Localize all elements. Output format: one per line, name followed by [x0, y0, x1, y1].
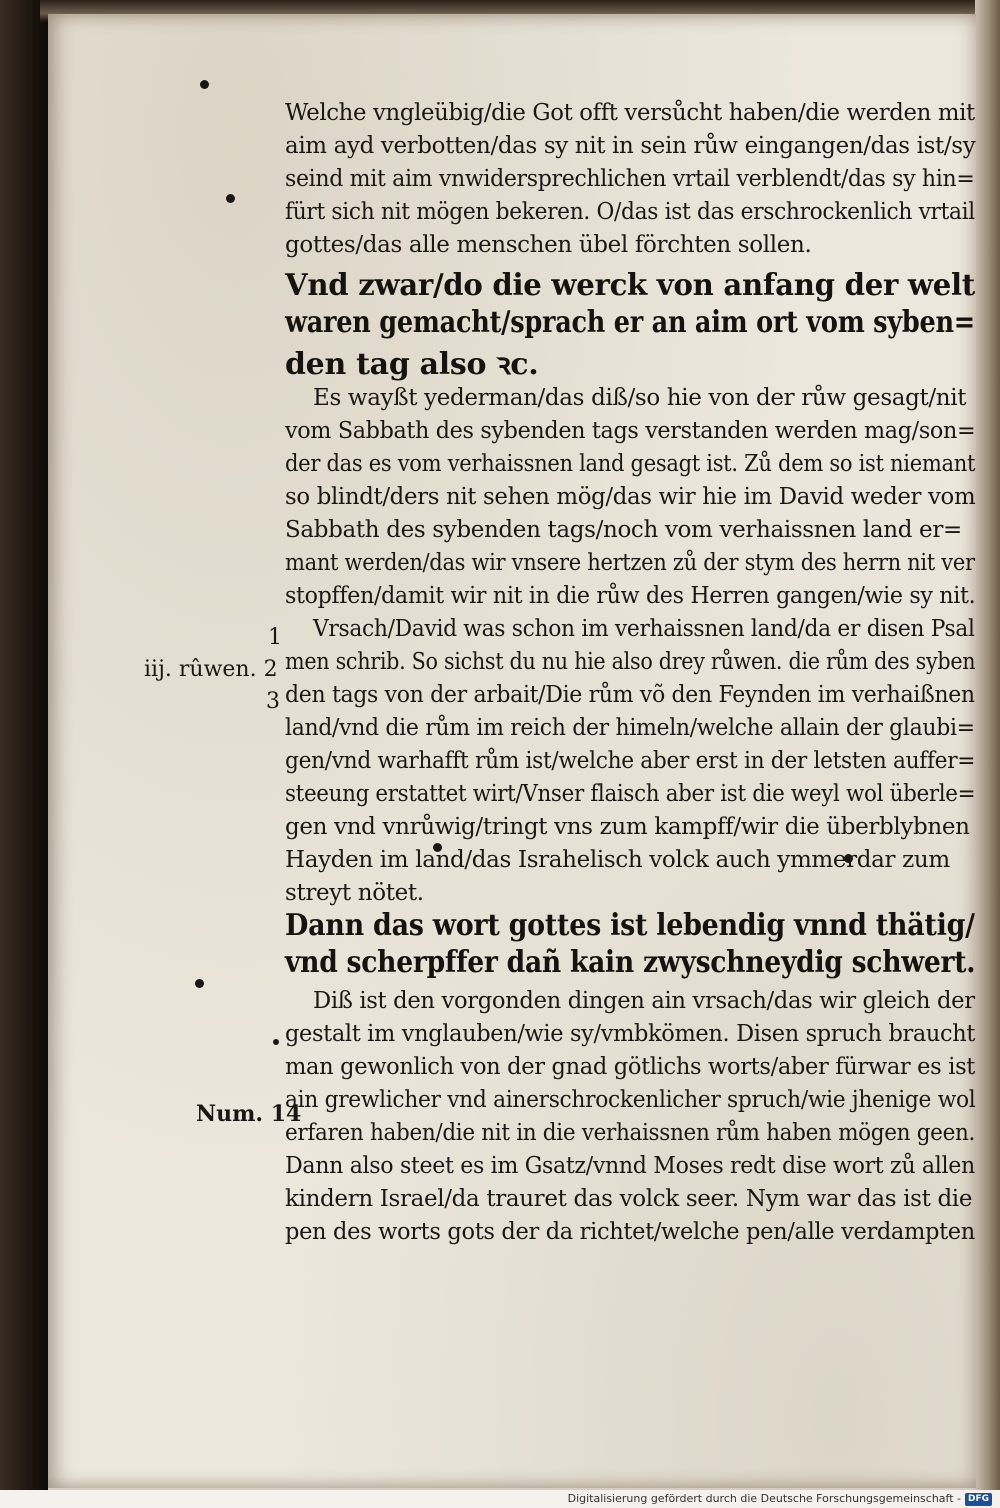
- text-line: gen vnd vnrůwig/tringt vns zum kampff/wir die überblybnen: [285, 814, 970, 840]
- margin-note-rest: iij. rûwen. 2: [144, 657, 278, 682]
- text-line: Dann also steet es im Gsatz/vnnd Moses redt dise wort zů allen: [285, 1153, 975, 1179]
- text-line: gestalt im vnglauben/wie sy/vmbkömen. Disen spruch braucht: [285, 1021, 976, 1047]
- text-line: fürt sich nit mögen bekeren. O/das ist das erschrockenlich vrtail: [285, 199, 975, 225]
- section-heading: Dann das wort gottes ist lebendig vnnd thätig/: [285, 908, 975, 943]
- dfg-logo: DFG: [965, 1493, 992, 1506]
- text-line: aim ayd verbotten/das sy nit in sein růw eingangen/das ist/sy: [285, 133, 976, 159]
- text-line: Hayden im land/das Israhelisch volck auch ymmerdar zum: [285, 847, 950, 873]
- text-line: man gewonlich von der gnad götlichs worts/aber fürwar es ist: [285, 1054, 976, 1080]
- text-line: Diß ist den vorgonden dingen ain vrsach/das wir gleich der: [313, 988, 975, 1014]
- text-line: mant werden/das wir vnsere hertzen zů der stym des herrn nit ver: [285, 550, 975, 576]
- text-line: streyt nötet.: [285, 880, 424, 906]
- footer-bar: [0, 1490, 1000, 1508]
- text-line: Sabbath des sybenden tags/noch vom verhaissnen land er=: [285, 517, 962, 543]
- funding-credit-text: Digitalisierung gefördert durch die Deutsche Forschungsgemeinschaft -: [567, 1492, 961, 1505]
- text-line: men schrib. So sichst du nu hie also drey růwen. die rům des syben: [285, 649, 976, 675]
- margin-reference: Num. 14: [196, 1101, 302, 1127]
- text-line: pen des worts gots der da richtet/welche pen/alle verdampten: [285, 1219, 975, 1245]
- text-line: stopffen/damit wir nit in die růw des Herren gangen/wie sy nit.: [285, 583, 976, 609]
- text-line: der das es vom verhaissnen land gesagt ist. Zů dem so ist niemant: [285, 451, 976, 477]
- section-heading: Vnd zwar/do die werck von anfang der welt: [285, 268, 975, 303]
- text-line: seind mit aim vnwidersprechlichen vrtail verblendt/das sy hin=: [285, 166, 975, 192]
- scan-binding-edge: [0, 0, 48, 1490]
- margin-number-3: 3: [266, 689, 280, 714]
- text-line: den tags von der arbait/Die rům võ den Feynden im verhaißnen: [285, 682, 975, 708]
- section-heading: vnd scherpffer dañ kain zwyschneydig schwert.: [285, 945, 976, 980]
- text-line: so blindt/ders nit sehen mög/das wir hie im David weder vom: [285, 484, 976, 510]
- margin-number-1: 1: [268, 625, 282, 650]
- margin-dot: [226, 194, 235, 203]
- text-line: erfaren haben/die nit in die verhaissnen rům haben mögen geen.: [285, 1120, 976, 1146]
- margin-dot: [273, 1039, 279, 1045]
- margin-dot: [200, 80, 209, 89]
- text-line: gen/vnd warhafft rům ist/welche aber erst in der letsten auffer=: [285, 748, 976, 774]
- text-line: land/vnd die rům im reich der himeln/welche allain der glaubi=: [285, 715, 975, 741]
- text-line: Vrsach/David was schon im verhaissnen land/da er disen Psal: [313, 616, 975, 642]
- text-line: Welche vngleübig/die Got offt versůcht haben/die werden mit: [285, 100, 975, 126]
- section-heading: waren gemacht/sprach er an aim ort vom syben=: [285, 305, 975, 340]
- text-line: Es wayßt yederman/das diß/so hie von der růw gesagt/nit: [313, 385, 967, 411]
- funding-credit: [568, 1490, 992, 1508]
- text-line: vom Sabbath des sybenden tags verstanden werden mag/son=: [285, 418, 976, 444]
- text-line: gottes/das alle menschen übel förchten sollen.: [285, 232, 812, 258]
- text-line: kindern Israel/da trauret das volck seer. Nym war das ist die: [285, 1186, 973, 1212]
- section-heading: den tag also ꝛc.: [285, 347, 539, 382]
- margin-dot: [195, 979, 204, 988]
- text-line: steeung erstattet wirt/Vnser flaisch aber ist die weyl wol überle=: [285, 781, 976, 807]
- text-line: ain grewlicher vnd ainerschrockenlicher spruch/wie jhenige wol: [285, 1087, 976, 1113]
